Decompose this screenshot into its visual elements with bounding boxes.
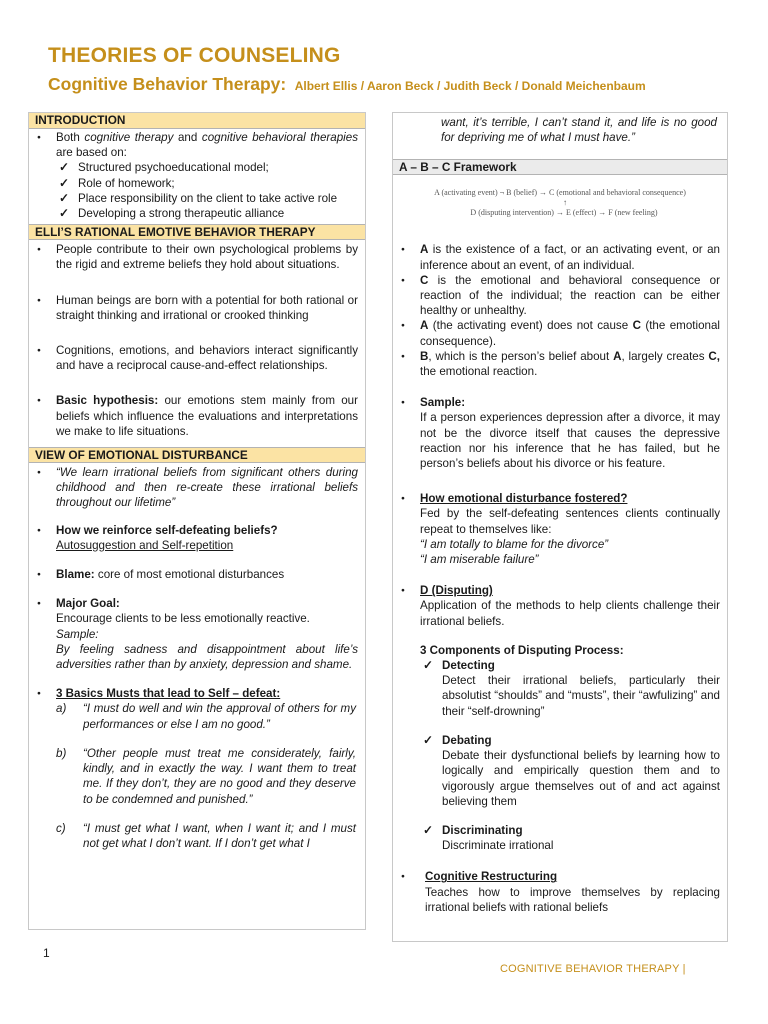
intro-bullet: ● Both cognitive therapy and cognitive behavioral therapies are based on: ✓ Structured psychoeducational model; ✓ Role of homework; ✓ Place responsibility on the client to take active role ✓ Developing a strong therapeutic alliance — [29, 130, 365, 224]
rebt-list — [29, 240, 365, 447]
must-a: a) “I must do well and win the approval of others for my performances or else I am no good.” — [56, 702, 356, 731]
left-column — [28, 112, 366, 930]
disputing-label: ● D (Disputing) — [420, 584, 493, 598]
goal-bullet — [29, 596, 365, 672]
fostered-quote-1: “I am totally to blame for the divorce” — [420, 537, 609, 551]
subtitle-main: Cognitive Behavior Therapy: — [48, 74, 287, 94]
component-debating: ✓ Debating Debate their dysfunctional beliefs by learning how to logically and empirically question them and to vigorously argue themselves out of and act against believing them — [420, 733, 720, 809]
section-heading-abc: A – B – C Framework — [393, 159, 727, 175]
restructuring-label: ● Cognitive Restructuring — [425, 870, 558, 884]
disturbance-list — [29, 463, 365, 851]
abc-sample-text: If a person experiences depression after a divorce, it may not be the divorce itself that causes the depressive reaction nor his inference that he has failed, but he person’s beliefs about his divorce or his feature. — [420, 411, 720, 471]
intro-check-3: ✓ Place responsibility on the client to take active role — [56, 191, 358, 206]
rebt-bullet-2: ● Human beings are born with a potential for both rational or straight thinking and irrational or crooked thinking — [29, 293, 365, 323]
right-column — [392, 112, 728, 942]
abc-diagram-line-1: A (activating event) ¬ B (belief) → C (emotional and behavioral consequence) — [434, 188, 686, 198]
page-number: 1 — [43, 946, 50, 960]
document-title: THEORIES OF COUNSELING — [48, 44, 341, 67]
goal-sample-label: Sample: — [56, 627, 99, 641]
fostered-label: ● How emotional disturbance fostered? — [420, 492, 628, 506]
section-heading-introduction: INTRODUCTION — [29, 113, 365, 129]
restructuring-bullet — [393, 869, 727, 915]
abc-diagram-arrow: ↑ — [563, 198, 567, 208]
abc-bullet-a: ● A is the existence of a fact, or an activating event, or an inference about an event, of an individual. — [393, 242, 727, 272]
must-c: c) “I must get what I want, when I want it; and I must not get what I don’t want. If I don’t get what I — [56, 821, 356, 850]
reinforce-bullet — [29, 523, 365, 553]
abc-bullet-b: ● B, which is the person’s belief about A, largely creates C, the emotional reaction. — [393, 349, 727, 379]
abc-sample-label: ● Sample: — [420, 396, 466, 410]
disputing-text: Application of the methods to help clients challenge their irrational beliefs. — [420, 599, 720, 628]
fostered-text: Fed by the self-defeating sentences clients continually repeat to themselves like: — [420, 507, 720, 536]
intro-list — [29, 129, 365, 224]
subtitle-authors: Albert Ellis / Aaron Beck / Judith Beck / Donald Meichenbaum — [294, 79, 646, 93]
abc-bullet-a-not-c: ● A (the activating event) does not cause C (the emotional consequence). — [393, 318, 727, 348]
reinforce-answer: Autosuggestion and Self-repetition — [56, 538, 234, 552]
footer-text: COGNITIVE BEHAVIOR THERAPY | — [500, 963, 686, 975]
intro-check-1: ✓ Structured psychoeducational model; — [56, 160, 358, 175]
disputing-bullet — [393, 583, 727, 853]
abc-bullet-c: ● C is the emotional and behavioral consequence or reaction of the individual; the reaction can be either healthy or unhealthy. — [393, 273, 727, 319]
rebt-bullet-3: ● Cognitions, emotions, and behaviors interact significantly and have a reciprocal cause-and-effect relationships. — [29, 343, 365, 373]
abc-diagram-line-2: D (disputing intervention) → E (effect) → F (new feeling) — [470, 208, 658, 218]
disturbance-quote: ● “We learn irrational beliefs from significant others during childhood and then re-create these irrational beliefs throughout our lifetime” — [29, 465, 365, 511]
section-heading-disturbance: VIEW OF EMOTIONAL DISTURBANCE — [29, 447, 365, 463]
rebt-bullet-4: ● Basic hypothesis: our emotions stem mainly from our beliefs which influence the evaluations and interpretations we make to life situations. — [29, 393, 365, 447]
must-b: b) “Other people must treat me considerately, fairly, kindly, and in exactly the way. I want them to treat me. If they don’t, they are no good and they deserve to be condemned and punished.” — [56, 746, 356, 806]
intro-check-2: ✓ Role of homework; — [56, 176, 358, 191]
document-subtitle — [48, 74, 646, 95]
component-discriminating: ✓ Discriminating Discriminate irrational — [420, 823, 720, 853]
rebt-bullet-1: ● People contribute to their own psychological problems by the rigid and extreme beliefs they hold about situations. — [29, 242, 365, 272]
disputing-components-heading: 3 Components of Disputing Process: — [420, 643, 624, 657]
blame-bullet: ● Blame: core of most emotional disturbances — [29, 567, 365, 582]
component-detecting: ✓ Detecting Detect their irrational beliefs, particularly their absolutist “shoulds” and “musts”, their “awfulizing” and their “self-drowning” — [420, 658, 720, 719]
intro-check-4: ✓ Developing a strong therapeutic alliance — [56, 206, 358, 224]
goal-label: ● Major Goal: — [56, 597, 120, 611]
restructuring-text: Teaches how to improve themselves by replacing irrational beliefs with rational beliefs — [425, 885, 720, 914]
abc-diagram — [393, 187, 727, 234]
musts-heading: ● 3 Basics Musts that lead to Self – defeat: — [56, 687, 281, 701]
fostered-bullet — [393, 491, 727, 567]
section-heading-rebt: ELLI’S RATIONAL EMOTIVE BEHAVIOR THERAPY — [29, 224, 365, 240]
goal-text: Encourage clients to be less emotionally reactive. — [56, 612, 310, 626]
reinforce-question: ● How we reinforce self-defeating beliefs? — [56, 523, 278, 537]
musts-bullet — [29, 686, 365, 851]
must-c-continuation: want, it’s terrible, I can’t stand it, and life is no good for depriving me of what I must have.” — [441, 116, 717, 145]
abc-list — [393, 242, 727, 915]
abc-sample-bullet — [393, 395, 727, 471]
goal-sample-text: By feeling sadness and disappointment about life’s adversities rather than by anxiety, depression and shame. — [56, 642, 358, 672]
fostered-quote-2: “I am miserable failure” — [420, 553, 539, 567]
